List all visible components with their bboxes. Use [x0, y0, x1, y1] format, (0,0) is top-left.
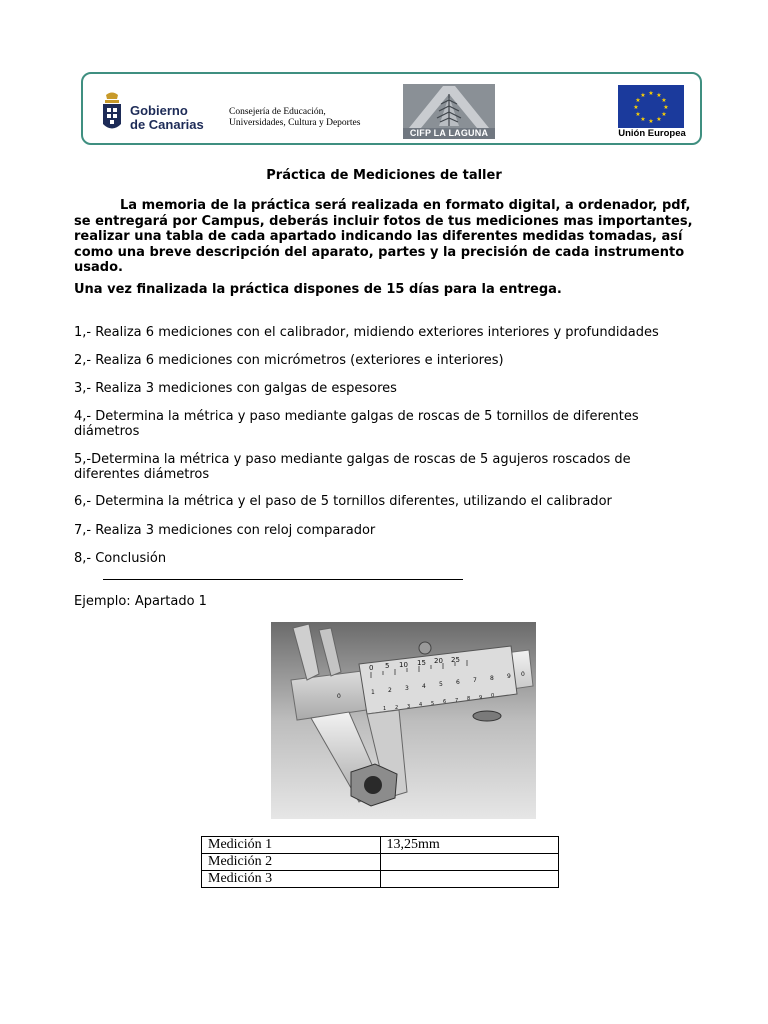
table-row	[202, 854, 559, 871]
eu-flag-icon	[618, 85, 684, 128]
gobierno-canarias-logo	[130, 104, 204, 132]
measurement-label: Medición 1	[202, 837, 381, 854]
consejeria-line1: Consejería de Educación,	[229, 107, 326, 117]
svg-text:★: ★	[663, 104, 669, 111]
main-scale-label: 1	[371, 689, 375, 696]
main-scale-label: 9	[507, 673, 511, 680]
bottom-scale-label: 1	[383, 706, 387, 712]
vernier-label: 25	[451, 656, 460, 664]
measurement-label: Medición 3	[202, 871, 381, 888]
deadline-paragraph: Una vez finalizada la práctica dispones de 15 días para la entrega.	[74, 282, 562, 297]
svg-text:★: ★	[635, 97, 641, 104]
vernier-label: 5	[385, 662, 390, 670]
bottom-scale-label: 5	[431, 701, 435, 707]
svg-text:★: ★	[640, 116, 646, 123]
bottom-scale-label: 7	[455, 698, 459, 704]
svg-text:★: ★	[640, 92, 646, 99]
bottom-scale-label: 8	[467, 696, 471, 702]
vernier-label: 10	[399, 661, 408, 669]
eu-label: Unión Europea	[618, 128, 686, 139]
intro-paragraph: La memoria de la práctica será realizada en formato digital, a ordenador, pdf, se entregará por Campus, deberás incluir fotos de tus mediciones mas importantes, realizar una tabla de cada apartado indicando las diferentes medidas tomadas, así como una breve descripción del aparato, partes y la precisión de cada instrumento usado.	[74, 198, 693, 275]
list-item: 5,-Determina la métrica y paso mediante galgas de roscas de 5 agujeros roscados de diferentes diámetros	[74, 452, 631, 482]
main-scale-label: 2	[388, 687, 392, 694]
list-item: 7,- Realiza 3 mediciones con reloj comparador	[74, 523, 376, 538]
main-scale-label: 6	[456, 679, 460, 686]
svg-text:★: ★	[661, 97, 667, 104]
svg-text:★: ★	[648, 90, 654, 97]
list-item: 2,- Realiza 6 mediciones con micrómetros (exteriores e interiores)	[74, 353, 504, 368]
main-scale-label: 8	[490, 675, 494, 682]
consejeria-line2: Universidades, Cultura y Deportes	[229, 118, 361, 128]
list-item: 3,- Realiza 3 mediciones con galgas de espesores	[74, 381, 397, 396]
vernier-label: 15	[417, 659, 426, 667]
consejeria-text	[229, 107, 360, 129]
measurement-value	[380, 871, 559, 888]
bottom-scale-label: 6	[443, 699, 447, 705]
main-scale-label: 5	[439, 681, 443, 688]
bottom-scale-label: 4	[419, 702, 423, 708]
svg-text:★: ★	[656, 92, 662, 99]
table-row	[202, 837, 559, 854]
measurement-value: 13,25mm	[380, 837, 559, 854]
example-label: Ejemplo: Apartado 1	[74, 594, 207, 609]
list-item: 8,- Conclusión	[74, 551, 167, 566]
measurement-value	[380, 854, 559, 871]
svg-text:★: ★	[648, 118, 654, 125]
bottom-scale-label: 2	[395, 705, 399, 711]
vernier-label: 0	[369, 664, 374, 672]
cifp-label: CIFP LA LAGUNA	[409, 128, 489, 138]
caliper-photo	[271, 622, 536, 819]
svg-text:★: ★	[633, 104, 639, 111]
main-scale-label: 0	[521, 671, 525, 678]
separator-line	[103, 579, 463, 580]
svg-text:★: ★	[635, 111, 641, 118]
main-scale-label: 3	[405, 685, 409, 692]
table-row	[202, 871, 559, 888]
bottom-scale-label: 0	[491, 693, 495, 699]
measurement-table	[201, 836, 559, 888]
gobierno-line1: Gobierno	[130, 103, 188, 118]
main-scale-label: 4	[422, 683, 426, 690]
list-item: 4,- Determina la métrica y paso mediante galgas de roscas de 5 tornillos de diferentes diámetros	[74, 409, 639, 439]
main-scale-label: 7	[473, 677, 477, 684]
measurement-label: Medición 2	[202, 854, 381, 871]
list-item: 1,- Realiza 6 mediciones con el calibrador, midiendo exteriores interiores y profundidades	[74, 325, 659, 340]
gobierno-line2: de Canarias	[130, 117, 204, 132]
bottom-scale-label: 3	[407, 704, 411, 710]
bottom-scale-label: 9	[479, 695, 483, 701]
document-title: Práctica de Mediciones de taller	[266, 168, 502, 183]
vernier-label: 20	[434, 657, 443, 665]
svg-text:★: ★	[661, 111, 667, 118]
list-item: 6,- Determina la métrica y el paso de 5 tornillos diferentes, utilizando el calibrador	[74, 494, 612, 509]
svg-text:★: ★	[656, 116, 662, 123]
main-scale-label: 0	[337, 693, 341, 700]
